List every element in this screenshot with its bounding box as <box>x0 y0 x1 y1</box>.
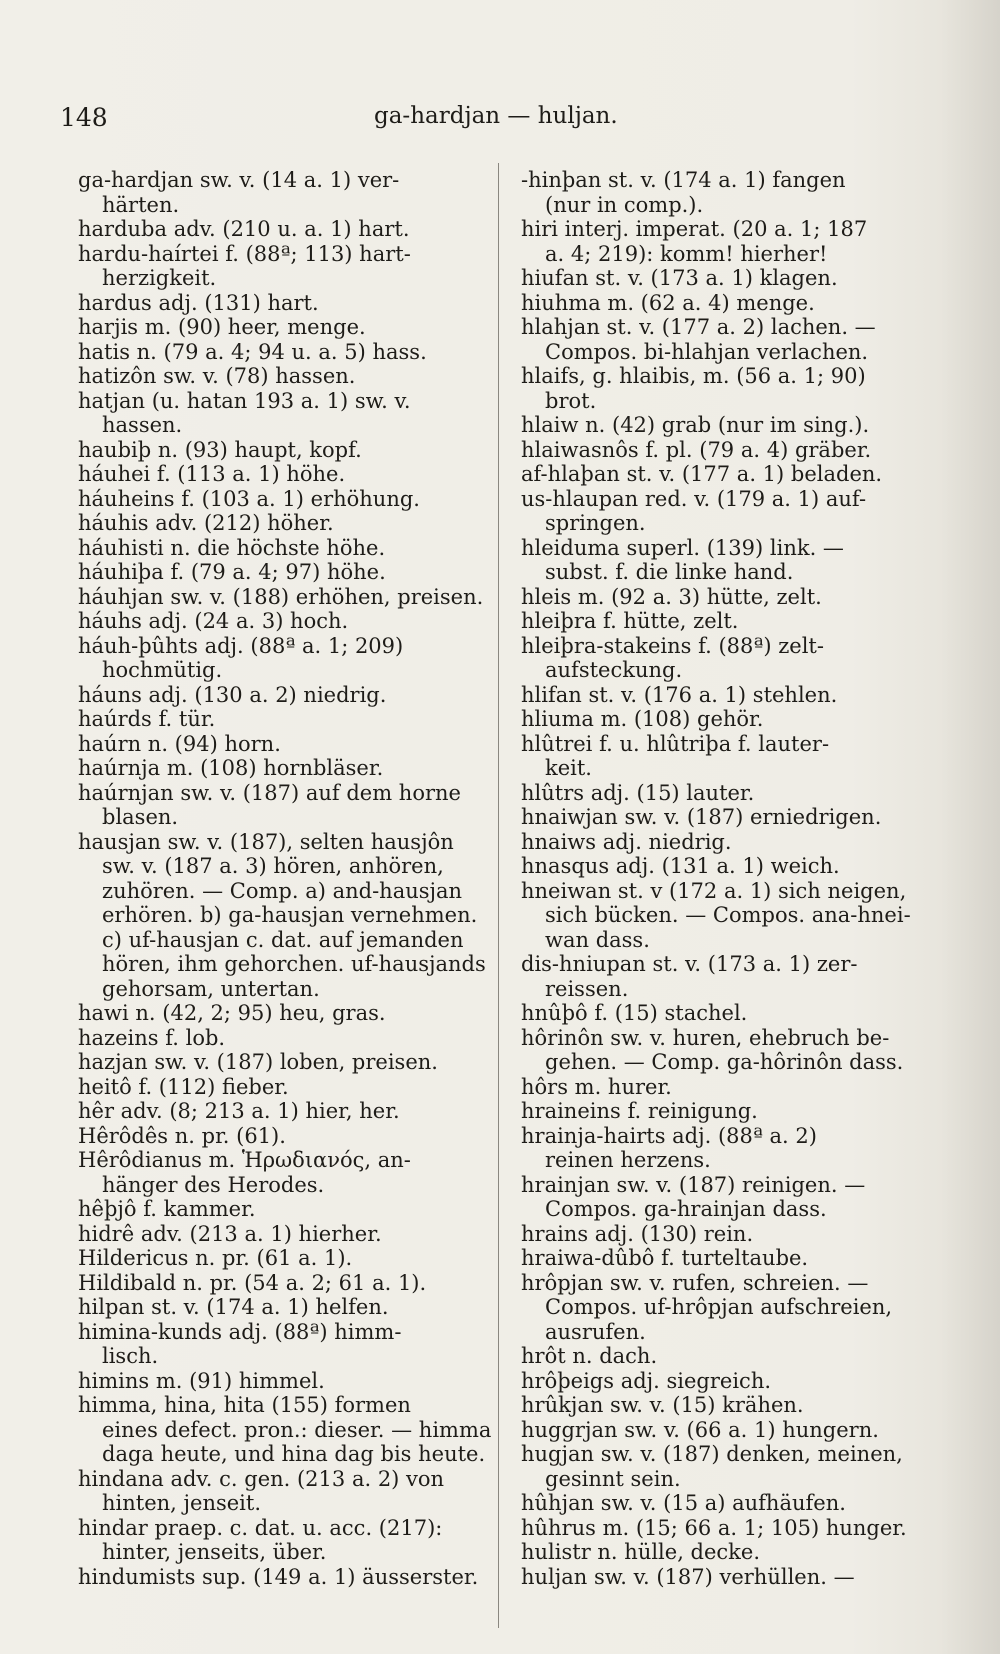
left-column <box>78 168 492 1589</box>
entry-headline: hnaiws adj. niedrig. <box>521 829 732 854</box>
entry-headline: hawi n. (42, 2; 95) heu, gras. <box>78 1001 386 1025</box>
entry-headline: hlaiw n. (42) grab (nur im sing.). <box>521 413 870 437</box>
dictionary-entry <box>521 1516 919 1541</box>
entry-headline: Hêrôdês n. pr. (61). <box>78 1123 286 1148</box>
dictionary-entry <box>78 1516 481 1565</box>
dictionary-entry <box>78 560 481 585</box>
dictionary-entry <box>521 1271 919 1345</box>
dictionary-entry <box>78 1246 481 1271</box>
dictionary-entry <box>78 364 481 389</box>
dictionary-entry <box>521 364 919 413</box>
entry-continuation: gehen. — Comp. ga-hôrinôn dass. <box>545 1050 904 1074</box>
dictionary-entry <box>78 781 481 830</box>
dictionary-entry <box>521 634 919 683</box>
dictionary-entry <box>521 1344 919 1369</box>
entry-headline: hiri interj. imperat. (20 a. 1; 187 <box>521 217 868 241</box>
entry-headline: Hildericus n. pr. (61 a. 1). <box>78 1246 353 1270</box>
entry-continuation: aufsteckung. <box>545 658 683 682</box>
entry-headline: hneiwan st. v (172 a. 1) sich neigen, <box>521 878 907 903</box>
dictionary-entry <box>521 413 919 438</box>
dictionary-entry <box>521 291 919 316</box>
entry-headline: hlaiwasnôs f. pl. (79 a. 4) gräber. <box>521 437 872 462</box>
entry-headline: hleiduma superl. (139) link. — <box>521 535 844 560</box>
dictionary-entry <box>521 1075 919 1100</box>
entry-headline: haúrnja m. (108) hornbläser. <box>78 756 384 780</box>
dictionary-entry <box>521 830 919 855</box>
entry-headline: hulistr n. hülle, decke. <box>521 1540 761 1564</box>
entry-headline: himins m. (91) himmel. <box>78 1368 325 1393</box>
dictionary-entry <box>78 609 481 634</box>
entry-headline: hêþjô f. kammer. <box>78 1197 256 1221</box>
entry-headline: hrôþeigs adj. siegreich. <box>521 1368 772 1393</box>
entry-headline: hindar praep. c. dat. u. acc. (217): <box>78 1515 443 1540</box>
entry-continuation: subst. f. die linke hand. <box>545 560 794 584</box>
entry-headline: -hinþan st. v. (174 a. 1) fangen <box>521 168 846 192</box>
dictionary-entry <box>521 1393 919 1418</box>
running-head: ga-hardjan — huljan. <box>374 103 618 129</box>
dictionary-entry <box>78 584 484 610</box>
entry-headline: hrainja-hairts adj. (88ª a. 2) <box>521 1123 817 1148</box>
entry-headline: hlaifs, g. hlaibis, m. (56 a. 1; 90) <box>521 364 866 388</box>
page-header <box>60 103 618 137</box>
entry-continuation: zuhören. — Comp. a) and-hausjan <box>102 878 463 903</box>
entry-headline: Hêrôdianus m. Ἡρωδιανός, an- <box>78 1148 411 1172</box>
entry-continuation: Compos. bi-hlahjan verlachen. <box>545 339 869 364</box>
entry-headline: hleis m. (92 a. 3) hütte, zelt. <box>521 584 822 609</box>
entry-headline: hrainjan sw. v. (187) reinigen. — <box>521 1172 866 1197</box>
entry-headline: hardus adj. (131) hart. <box>78 290 319 315</box>
entry-headline: haúrn n. (94) horn. <box>78 731 281 756</box>
entry-continuation: brot. <box>545 388 597 413</box>
entry-headline: heitô f. (112) fieber. <box>78 1074 289 1099</box>
dictionary-entry <box>521 609 919 634</box>
dictionary-entry <box>78 1148 481 1197</box>
entry-continuation: sich bücken. — Compos. ana-hnei- <box>545 903 911 927</box>
entry-headline: hnaiwjan sw. v. (187) erniedrigen. <box>521 805 882 829</box>
entry-continuation: lisch. <box>102 1344 159 1368</box>
dictionary-entry <box>521 487 919 536</box>
dictionary-entry <box>78 1565 481 1590</box>
dictionary-entry <box>78 536 481 561</box>
entry-headline: hnasqus adj. (131 a. 1) weich. <box>521 854 840 878</box>
entry-continuation: hinter, jenseits, über. <box>102 1540 327 1564</box>
entry-headline: Hildibald n. pr. (54 a. 2; 61 a. 1). <box>78 1270 427 1295</box>
dictionary-entry <box>78 242 481 291</box>
entry-headline: háuhjan sw. v. (188) erhöhen, preisen. <box>78 584 484 609</box>
entry-headline: háuhisti n. die höchste höhe. <box>78 535 386 560</box>
dictionary-entry <box>78 1320 481 1369</box>
entry-continuation: c) uf-hausjan c. dat. auf jemanden <box>102 927 464 952</box>
dictionary-entry <box>78 438 481 463</box>
entry-headline: ga-hardjan sw. v. (14 a. 1) ver- <box>78 168 400 192</box>
entry-continuation: daga heute, und hina dag bis heute. <box>102 1442 486 1466</box>
entry-headline: hlûtrei f. u. hlûtriþa f. lauter- <box>521 731 830 756</box>
entry-continuation: (nur in comp.). <box>545 192 704 217</box>
dictionary-entry <box>78 756 481 781</box>
entry-headline: hatis n. (79 a. 4; 94 u. a. 5) hass. <box>78 339 427 364</box>
dictionary-entry <box>78 1369 481 1394</box>
entry-headline: hrains adj. (130) rein. <box>521 1221 754 1246</box>
dictionary-entry <box>521 536 919 585</box>
dictionary-entry <box>78 1393 492 1467</box>
entry-headline: hindumists sup. (149 a. 1) äusserster. <box>78 1564 479 1589</box>
entry-continuation: erhören. b) ga-hausjan vernehmen. <box>102 903 478 927</box>
entry-headline: háuhei f. (113 a. 1) höhe. <box>78 462 346 486</box>
dictionary-entry <box>78 217 481 242</box>
dictionary-entry <box>78 168 481 217</box>
dictionary-entry <box>521 168 919 217</box>
dictionary-entry <box>78 1222 481 1247</box>
entry-continuation: härten. <box>102 192 180 217</box>
entry-headline: huljan sw. v. (187) verhüllen. — <box>521 1564 855 1589</box>
entry-headline: hleiþra f. hütte, zelt. <box>521 609 739 633</box>
dictionary-entry <box>521 879 919 953</box>
entry-continuation: gesinnt sein. <box>545 1466 681 1491</box>
dictionary-entry <box>78 1001 481 1026</box>
dictionary-entry <box>78 1295 481 1320</box>
dictionary-entry <box>78 1197 481 1222</box>
entry-headline: harjis m. (90) heer, menge. <box>78 315 366 339</box>
dictionary-entry <box>521 1001 919 1026</box>
entry-headline: háuh-þûhts adj. (88ª a. 1; 209) <box>78 633 404 658</box>
entry-headline: hrûkjan sw. v. (15) krähen. <box>521 1393 804 1417</box>
dictionary-entry <box>521 585 919 610</box>
right-column <box>521 168 919 1589</box>
dictionary-entry <box>78 683 481 708</box>
entry-headline: himina-kunds adj. (88ª) himm- <box>78 1319 402 1344</box>
dictionary-entry <box>521 1124 919 1173</box>
dictionary-entry <box>521 854 919 879</box>
dictionary-entry <box>78 1050 481 1075</box>
entry-headline: hidrê adv. (213 a. 1) hierher. <box>78 1221 382 1246</box>
dictionary-entry <box>521 732 919 781</box>
entry-headline: hilpan st. v. (174 a. 1) helfen. <box>78 1295 389 1319</box>
dictionary-entry <box>521 1246 919 1271</box>
entry-headline: dis-hniupan st. v. (173 a. 1) zer- <box>521 952 858 976</box>
entry-headline: hlûtrs adj. (15) lauter. <box>521 780 755 805</box>
dictionary-entry <box>78 389 481 438</box>
dictionary-entry <box>521 1026 919 1075</box>
dictionary-entry <box>521 1540 919 1565</box>
dictionary-entry <box>78 1099 481 1124</box>
entry-headline: háuhis adv. (212) höher. <box>78 511 334 535</box>
dictionary-entry <box>78 1124 481 1149</box>
dictionary-entry <box>78 1467 481 1516</box>
entry-headline: hrôpjan sw. v. rufen, schreien. — <box>521 1270 869 1295</box>
entry-headline: hêr adv. (8; 213 a. 1) hier, her. <box>78 1099 400 1123</box>
dictionary-entry <box>78 829 486 1002</box>
entry-headline: háuhs adj. (24 a. 3) hoch. <box>78 609 349 633</box>
dictionary-entry <box>521 1442 919 1491</box>
entry-headline: háuheins f. (103 a. 1) erhöhung. <box>78 486 420 511</box>
entry-continuation: gehorsam, untertan. <box>102 976 320 1001</box>
dictionary-entry <box>78 315 481 340</box>
entry-continuation: Compos. uf-hrôpjan aufschreien, <box>545 1295 893 1319</box>
entry-continuation: reinen herzens. <box>545 1148 711 1172</box>
dictionary-entry <box>78 291 481 316</box>
entry-continuation: wan dass. <box>545 927 650 952</box>
dictionary-entry <box>78 732 481 757</box>
entry-headline: hatjan (u. hatan 193 a. 1) sw. v. <box>78 388 411 413</box>
entry-continuation: hänger des Herodes. <box>102 1172 325 1197</box>
dictionary-entry <box>521 1418 919 1443</box>
entry-headline: háuhiþa f. (79 a. 4; 97) höhe. <box>78 560 386 584</box>
entry-headline: haúrds f. tür. <box>78 707 216 731</box>
entry-continuation: reissen. <box>545 976 629 1001</box>
entry-headline: hraiwa-dûbô f. turteltaube. <box>521 1246 809 1270</box>
dictionary-entry <box>521 1173 919 1222</box>
entry-headline: hûhjan sw. v. (15 a) aufhäufen. <box>521 1491 846 1515</box>
entry-continuation: hinten, jenseit. <box>102 1491 262 1515</box>
dictionary-entry <box>78 1026 481 1051</box>
entry-headline: himma, hina, hita (155) formen <box>78 1393 411 1417</box>
page-edge-shadow <box>940 0 1000 1654</box>
entry-headline: haúrnjan sw. v. (187) auf dem horne <box>78 780 461 805</box>
entry-continuation: herzigkeit. <box>102 266 217 290</box>
entry-headline: us-hlaupan red. v. (179 a. 1) auf- <box>521 486 867 511</box>
entry-headline: hindana adv. c. gen. (213 a. 2) von <box>78 1466 445 1491</box>
column-divider <box>498 163 499 1628</box>
dictionary-entry <box>78 487 481 512</box>
dictionary-entry <box>521 1491 919 1516</box>
entry-headline: hôrs m. hurer. <box>521 1074 672 1099</box>
entry-headline: hardu-haírtei f. (88ª; 113) hart- <box>78 241 411 266</box>
entry-headline: hûhrus m. (15; 66 a. 1; 105) hunger. <box>521 1515 907 1540</box>
entry-continuation: blasen. <box>102 805 179 829</box>
dictionary-entry <box>521 315 919 364</box>
dictionary-entry <box>521 438 919 463</box>
dictionary-entry <box>521 805 919 830</box>
entry-headline: háuns adj. (130 a. 2) niedrig. <box>78 682 387 707</box>
entry-continuation: a. 4; 219): komm! hierher! <box>545 241 828 266</box>
dictionary-entry <box>521 217 919 266</box>
dictionary-entry <box>78 634 481 683</box>
entry-headline: huggrjan sw. v. (66 a. 1) hungern. <box>521 1417 879 1442</box>
entry-headline: harduba adv. (210 u. a. 1) hart. <box>78 217 410 241</box>
entry-headline: hrôt n. dach. <box>521 1344 658 1368</box>
dictionary-entry <box>78 340 481 365</box>
entry-headline: hugjan sw. v. (187) denken, meinen, <box>521 1442 903 1466</box>
entry-headline: hleiþra-stakeins f. (88ª) zelt- <box>521 633 824 658</box>
dictionary-entry <box>78 1075 481 1100</box>
entry-continuation: springen. <box>545 511 646 535</box>
entry-headline: haubiþ n. (93) haupt, kopf. <box>78 437 362 462</box>
dictionary-entry <box>521 707 919 732</box>
entry-continuation: hochmütig. <box>102 658 223 682</box>
entry-continuation: sw. v. (187 a. 3) hören, anhören, <box>102 854 444 878</box>
entry-headline: hatizôn sw. v. (78) hassen. <box>78 364 356 388</box>
entry-headline: hazeins f. lob. <box>78 1025 226 1050</box>
entry-headline: hôrinôn sw. v. huren, ehebruch be- <box>521 1025 890 1050</box>
dictionary-entry <box>521 1099 919 1124</box>
dictionary-entry <box>521 781 919 806</box>
page-number: 148 <box>60 103 108 132</box>
entry-headline: hraineins f. reinigung. <box>521 1099 758 1123</box>
dictionary-entry <box>78 511 481 536</box>
dictionary-entry <box>521 1222 919 1247</box>
dictionary-entry <box>521 266 919 291</box>
dictionary-entry <box>78 1271 481 1296</box>
entry-headline: hiufan st. v. (173 a. 1) klagen. <box>521 266 838 290</box>
dictionary-entry <box>78 462 481 487</box>
dictionary-entry <box>78 707 481 732</box>
dictionary-entry <box>521 683 919 708</box>
entry-headline: hnûþô f. (15) stachel. <box>521 1001 748 1025</box>
dictionary-entry <box>521 462 919 487</box>
dictionary-entry <box>521 1565 919 1590</box>
entry-headline: hlifan st. v. (176 a. 1) stehlen. <box>521 682 838 707</box>
entry-headline: hazjan sw. v. (187) loben, preisen. <box>78 1050 438 1074</box>
entry-continuation: hören, ihm gehorchen. uf-hausjands <box>102 952 486 976</box>
entry-headline: hliuma m. (108) gehör. <box>521 707 764 731</box>
dictionary-entry <box>521 1369 919 1394</box>
entry-continuation: eines defect. pron.: dieser. — himma <box>102 1417 492 1442</box>
dictionary-entry <box>521 952 919 1001</box>
entry-continuation: ausrufen. <box>545 1319 646 1344</box>
entry-continuation: keit. <box>545 756 592 780</box>
entry-continuation: Compos. ga-hrainjan dass. <box>545 1197 827 1221</box>
entry-headline: af-hlaþan st. v. (177 a. 1) beladen. <box>521 462 883 486</box>
entry-continuation: hassen. <box>102 413 183 437</box>
entry-headline: hiuhma m. (62 a. 4) menge. <box>521 290 815 315</box>
entry-headline: hausjan sw. v. (187), selten hausjôn <box>78 829 454 854</box>
entry-headline: hlahjan st. v. (177 a. 2) lachen. — <box>521 315 876 339</box>
